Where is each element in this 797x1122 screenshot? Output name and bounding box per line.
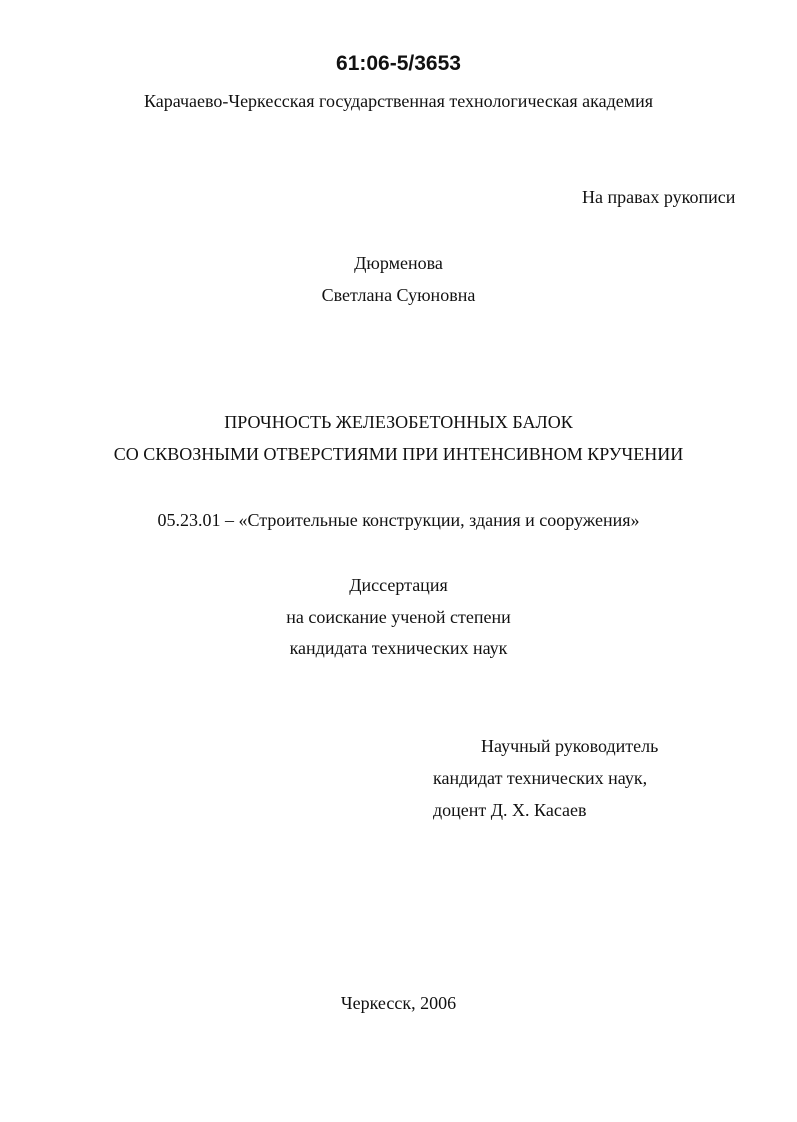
specialty-code: 05.23.01 – «Строительные конструкции, здания и сооружения»	[157, 510, 640, 530]
supervisor-label: Научный руководитель	[481, 736, 659, 756]
author-surname: Дюрменова	[354, 253, 443, 273]
supervisor-degree: кандидат технических наук,	[433, 768, 648, 788]
manuscript-note: На правах рукописи	[582, 187, 736, 207]
degree-line-3: кандидата технических наук	[289, 638, 508, 658]
document-code: 61:06-5/3653	[336, 52, 461, 75]
title-line-2: СО СКВОЗНЫМИ ОТВЕРСТИЯМИ ПРИ ИНТЕНСИВНОМ КРУЧЕНИИ	[113, 444, 684, 464]
title-line-1: ПРОЧНОСТЬ ЖЕЛЕЗОБЕТОННЫХ БАЛОК	[224, 412, 573, 432]
degree-line-2: на соискание ученой степени	[286, 607, 511, 627]
degree-line-1: Диссертация	[349, 575, 448, 595]
supervisor-name: доцент Д. Х. Касаев	[433, 800, 587, 820]
place-year: Черкесск, 2006	[340, 993, 457, 1013]
institution-name: Карачаево-Черкесская государственная технологическая академия	[143, 91, 654, 111]
author-given-names: Светлана Суюновна	[321, 285, 476, 305]
